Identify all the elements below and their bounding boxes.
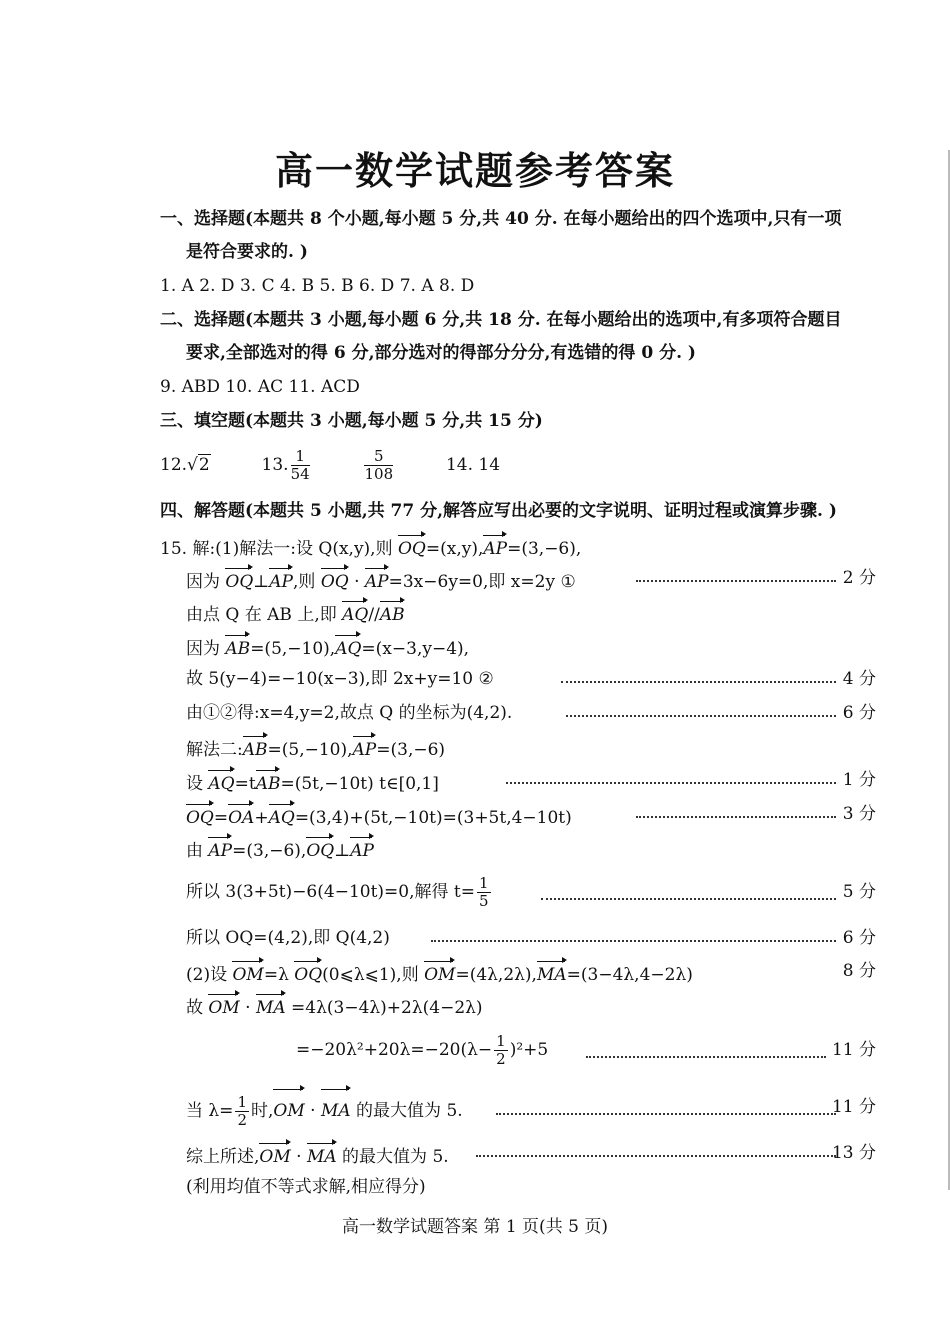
answer-14: 14. 14	[445, 455, 501, 475]
dot-leader	[636, 802, 836, 818]
q15-line-17: 综上所述,OM · MA 的最大值为 5. 13 分	[186, 1143, 876, 1167]
score: 3 分	[842, 804, 876, 824]
q15-line-6: 由①②得:x=4,y=2,故点 Q 的坐标为(4,2). 6 分	[186, 703, 876, 723]
answer-12-label: 12.	[160, 455, 188, 475]
section-2-heading-cont: 要求,全部选对的得 6 分,部分选对的得部分分分,有选错的得 0 分. )	[186, 343, 696, 363]
section-1-heading: 一、选择题(本题共 8 个小题,每小题 5 分,共 40 分. 在每小题给出的四个选项中,只有一项	[160, 209, 842, 229]
fraction: $\frac{1}{2}$	[496, 1032, 506, 1068]
page-title: 高一数学试题参考答案	[274, 148, 675, 193]
score: 11 分	[831, 1040, 876, 1060]
q15-line-13: (2)设 OM=λ OQ(0⩽λ⩽1),则 OM=(4λ,2λ),MA=(3−4λ,4−2λ) 8 分	[186, 961, 876, 985]
page-footer: 高一数学试题答案 第 1 页(共 5 页)	[342, 1217, 608, 1237]
q15-line-7: 解法二:AB=(5,−10),AP=(3,−6)	[186, 734, 876, 762]
fraction: $\frac{1}{5}$	[478, 874, 489, 910]
vector-ap: AP	[483, 533, 507, 561]
section-3-answers	[160, 448, 876, 483]
dot-leader	[566, 701, 836, 717]
section-1-heading-cont: 是符合要求的. )	[186, 242, 308, 262]
q15-line-18: (利用均值不等式求解,相应得分)	[186, 1177, 426, 1197]
q15-line-9: OQ=OA+AQ=(3,4)+(5t,−10t)=(3+5t,4−10t) 3 分	[186, 804, 876, 828]
dot-leader	[561, 667, 836, 683]
dot-leader	[586, 1042, 826, 1058]
q15-line-1: 15. 解:(1)解法一:设 Q(x,y),则 OQ=(x,y),AP=(3,−6),	[160, 533, 876, 561]
q15-line-12: 所以 OQ=(4,2),即 Q(4,2) 6 分	[186, 928, 876, 948]
q15-line-16: 当 λ= $\frac{1}{2}$ 时,OM · MA 的最大值为 5. 11 分	[186, 1087, 876, 1131]
score: 8 分	[842, 961, 876, 981]
score: 6 分	[842, 703, 876, 723]
score: 6 分	[842, 928, 876, 948]
dot-leader	[496, 1099, 836, 1115]
section-3-heading: 三、填空题(本题共 3 小题,每小题 5 分,共 15 分)	[160, 411, 543, 431]
section-2-heading: 二、选择题(本题共 3 小题,每小题 6 分,共 18 分. 在每小题给出的选项中,有多项符合题目	[160, 310, 842, 330]
q15-line-10: 由 AP=(3,−6),OQ⊥AP	[186, 835, 876, 863]
score: 2 分	[842, 568, 876, 588]
section-4-heading: 四、解答题(本题共 5 小题,共 77 分,解答应写出必要的文字说明、证明过程或演算步骤. )	[160, 501, 837, 521]
score: 1 分	[842, 770, 876, 790]
q15-line-8: 设 AQ=tAB=(5t,−10t) t∈[0,1] 1 分	[186, 770, 876, 794]
answer-13-fraction-2: $\frac{5}{108}$	[364, 447, 394, 483]
fraction: $\frac{1}{2}$	[237, 1093, 247, 1129]
dot-leader	[506, 768, 836, 784]
dot-leader	[476, 1141, 836, 1157]
q15-line-2: 因为 OQ⊥AP,则 OQ · AP=3x−6y=0,即 x=2y ① 2 分	[186, 568, 876, 592]
score: 4 分	[842, 669, 876, 689]
q15-line-3: 由点 Q 在 AB 上,即 AQ//AB	[186, 599, 876, 627]
q15-line-11: 所以 3(3+5t)−6(4−10t)=0,解得 t= $\frac{1}{5}$ 5 分	[186, 874, 876, 910]
section-2-answers: 9. ABD 10. AC 11. ACD	[160, 377, 360, 397]
q15-line-4: 因为 AB=(5,−10),AQ=(x−3,y−4),	[186, 633, 876, 661]
vector-oq: OQ	[398, 533, 426, 561]
dot-leader	[636, 566, 836, 582]
answer-13-fraction-1: $\frac{1}{54}$	[290, 447, 310, 483]
score: 13 分	[831, 1143, 876, 1163]
score: 5 分	[842, 882, 876, 902]
dot-leader	[541, 884, 836, 900]
q15-line-14: 故 OM · MA =4λ(3−4λ)+2λ(4−2λ)	[186, 992, 876, 1020]
q15-line-5: 故 5(y−4)=−10(x−3),即 2x+y=10 ② 4 分	[186, 669, 876, 689]
q15-line-15: =−20λ²+20λ=−20(λ− $\frac{1}{2}$ )²+5 11 分	[296, 1032, 876, 1068]
answer-12-sqrt: √2	[187, 455, 210, 475]
answer-13-label: 13.	[261, 455, 289, 475]
score: 11 分	[831, 1097, 876, 1117]
dot-leader	[431, 926, 836, 942]
section-1-answers: 1. A 2. D 3. C 4. B 5. B 6. D 7. A 8. D	[160, 276, 475, 296]
